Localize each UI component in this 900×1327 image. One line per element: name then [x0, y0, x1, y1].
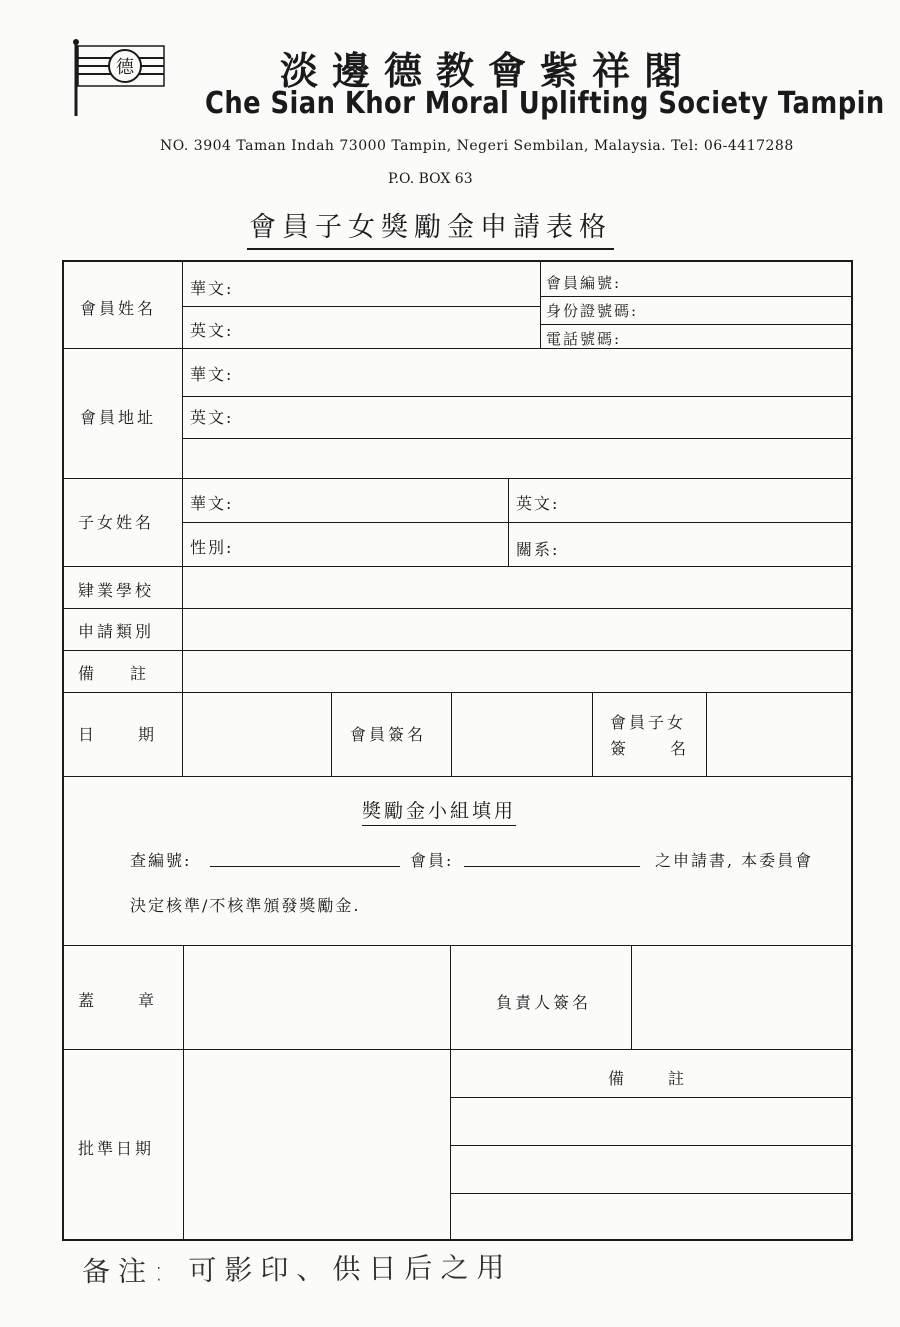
approval-date-label: 批準日期 [78, 1139, 155, 1158]
logo-glyph: 德 [116, 57, 134, 78]
info-row-divider [540, 324, 853, 325]
remarks-row-divider [450, 1193, 853, 1194]
row-divider [62, 608, 853, 609]
member-number-label: 會員編號: [546, 274, 622, 292]
address-row-divider [182, 396, 853, 397]
remarks-label: 備 註 [78, 664, 157, 683]
school-label: 肄業學校 [78, 581, 155, 600]
sign-column-divider [451, 692, 452, 776]
application-form [62, 260, 853, 1241]
committee-member-blank [464, 866, 640, 867]
address-english-label: 英文: [190, 408, 234, 427]
committee-sentence-end: 之申請書, 本委員會 [655, 851, 814, 870]
row-divider [62, 650, 853, 651]
sign-column-divider [706, 692, 707, 776]
child-name-label: 子女姓名 [78, 513, 155, 532]
child-relation-label: 關系: [516, 540, 560, 559]
child-signature-label-line2: 簽 名 [610, 739, 701, 758]
row-divider [62, 478, 853, 479]
child-name-chinese-label: 華文: [190, 494, 234, 513]
child-gender-label: 性別: [190, 538, 234, 557]
row-divider [62, 566, 853, 567]
date-column-divider [331, 692, 332, 776]
person-in-charge-signature-label: 負責人簽名 [496, 993, 592, 1012]
row-divider [62, 692, 853, 693]
member-address-label: 會員地址 [80, 408, 157, 427]
handwritten-footnote: 备注: 可影印、供日后之用 [81, 1250, 513, 1289]
committee-section-title: 獎勵金小組填用 [362, 796, 516, 826]
phone-number-label: 電話號碼: [546, 330, 622, 348]
child-name-english-label: 英文: [516, 494, 560, 513]
ic-number-label: 身份證號碼: [546, 302, 639, 320]
remarks-row-divider [450, 1145, 853, 1146]
reference-number-blank [210, 866, 400, 867]
po-box: P.O. BOX 63 [388, 171, 473, 187]
org-name-english: Che Sian Khor Moral Uplifting Society Tampin [205, 86, 885, 121]
row-divider [62, 776, 853, 777]
mid-column-divider [450, 945, 451, 1241]
row-divider [62, 945, 853, 946]
member-signature-label: 會員簽名 [350, 725, 427, 744]
row-divider [62, 348, 853, 349]
seal-label: 蓋 章 [78, 991, 169, 1010]
org-name-chinese: 淡邊德教會紫祥閣 [280, 48, 697, 93]
org-address: NO. 3904 Taman Indah 73000 Tampin, Negeri Sembilan, Malaysia. Tel: 06-4417288 [160, 138, 794, 154]
member-name-label: 會員姓名 [80, 299, 157, 318]
child-signature-label-line1: 會員子女 [610, 713, 687, 732]
child-row-divider [182, 522, 853, 523]
committee-remarks-label: 備 註 [608, 1069, 699, 1088]
committee-decision-text: 決定核準/不核準頒發獎勵金. [130, 896, 361, 915]
name-row-divider [182, 306, 540, 307]
society-flag-logo [70, 38, 170, 118]
row-divider [62, 1049, 853, 1050]
member-name-english-label: 英文: [190, 321, 234, 340]
member-name-chinese-label: 華文: [190, 279, 234, 298]
reference-number-label: 查編號: [130, 851, 192, 870]
remarks-row-divider [450, 1097, 853, 1098]
sign-column-divider [592, 692, 593, 776]
seal-column-divider [183, 945, 184, 1241]
signer-column-divider [631, 945, 632, 1049]
form-title: 會員子女獎勵金申請表格 [247, 205, 614, 250]
label-column-divider [182, 260, 183, 776]
address-row-divider [182, 438, 853, 439]
child-column-divider [508, 478, 509, 566]
committee-member-label: 會員: [410, 851, 454, 870]
date-label: 日 期 [78, 725, 169, 744]
category-label: 申請類別 [78, 622, 155, 641]
address-chinese-label: 華文: [190, 365, 234, 384]
info-column-divider [540, 260, 541, 348]
info-row-divider [540, 296, 853, 297]
